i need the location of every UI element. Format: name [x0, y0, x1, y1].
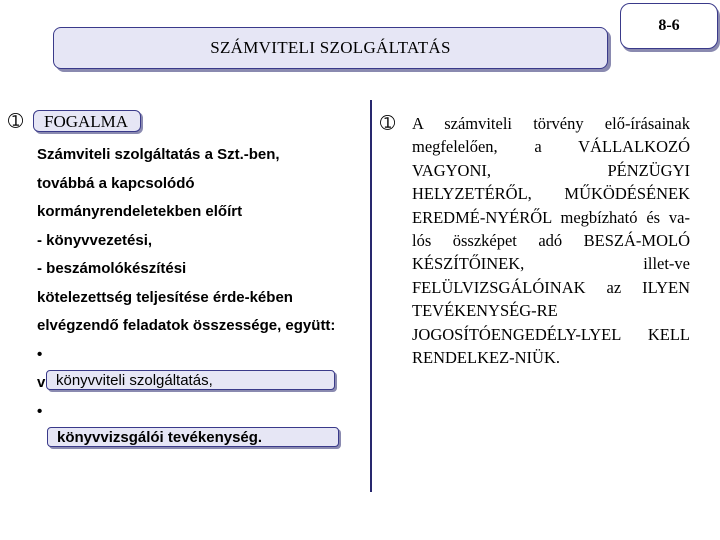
section-heading: [33, 110, 141, 132]
v-prefix: v: [37, 373, 46, 391]
definition-line: Számviteli szolgáltatás a Szt.-ben,: [37, 146, 280, 163]
column-divider: [370, 100, 372, 492]
definition-line: - beszámolókészítési: [37, 260, 187, 277]
page-number-badge: [620, 3, 718, 49]
numbered-marker-icon: ➀: [8, 111, 24, 132]
bullet-point: •: [37, 402, 43, 420]
bullet-point: •: [37, 345, 43, 363]
title-banner: [53, 27, 608, 69]
definition-line: továbbá a kapcsolódó: [37, 174, 195, 192]
numbered-marker-icon: ➀: [380, 113, 396, 134]
definition-line: kormányrendeletekben előírt: [37, 203, 243, 220]
definition-line: elvégzendő feladatok összessége, együtt:: [37, 317, 336, 334]
requirement-text: A számviteli törvény elő-írásainak megfelelően, a VÁLLALKOZÓ VAGYONI, PÉNZÜGYI HELYZETÉRŐL, MŰKÖDÉSÉNEK EREDMÉ-NYÉRŐL megbízható és va-lós összképet adó BESZÁ-MOLÓ KÉSZÍTŐINEK, illet-ve FELÜLVIZSGÁLÓINAK az ILYEN TEVÉKENYSÉG-RE JOGOSÍTÓENGEDÉLY-LYEL KELL RENDELKEZ-NIÜK.: [412, 114, 690, 368]
definition-line: kötelezettség teljesítése érde-kében: [37, 288, 293, 306]
page-number: 8-6: [658, 17, 680, 34]
item-bookkeeping-service: könyvviteli szolgáltatás,: [46, 370, 335, 390]
definition-line: - könyvvezetési,: [37, 231, 153, 249]
section-heading-label: FOGALMA: [44, 112, 129, 131]
list-item: [37, 369, 382, 398]
slide-title: SZÁMVITELI SZOLGÁLTATÁS: [210, 38, 451, 57]
item-audit-activity: könyvvizsgálói tevékenység.: [47, 427, 339, 447]
list-item: [37, 426, 382, 455]
definition-text: [37, 141, 382, 455]
